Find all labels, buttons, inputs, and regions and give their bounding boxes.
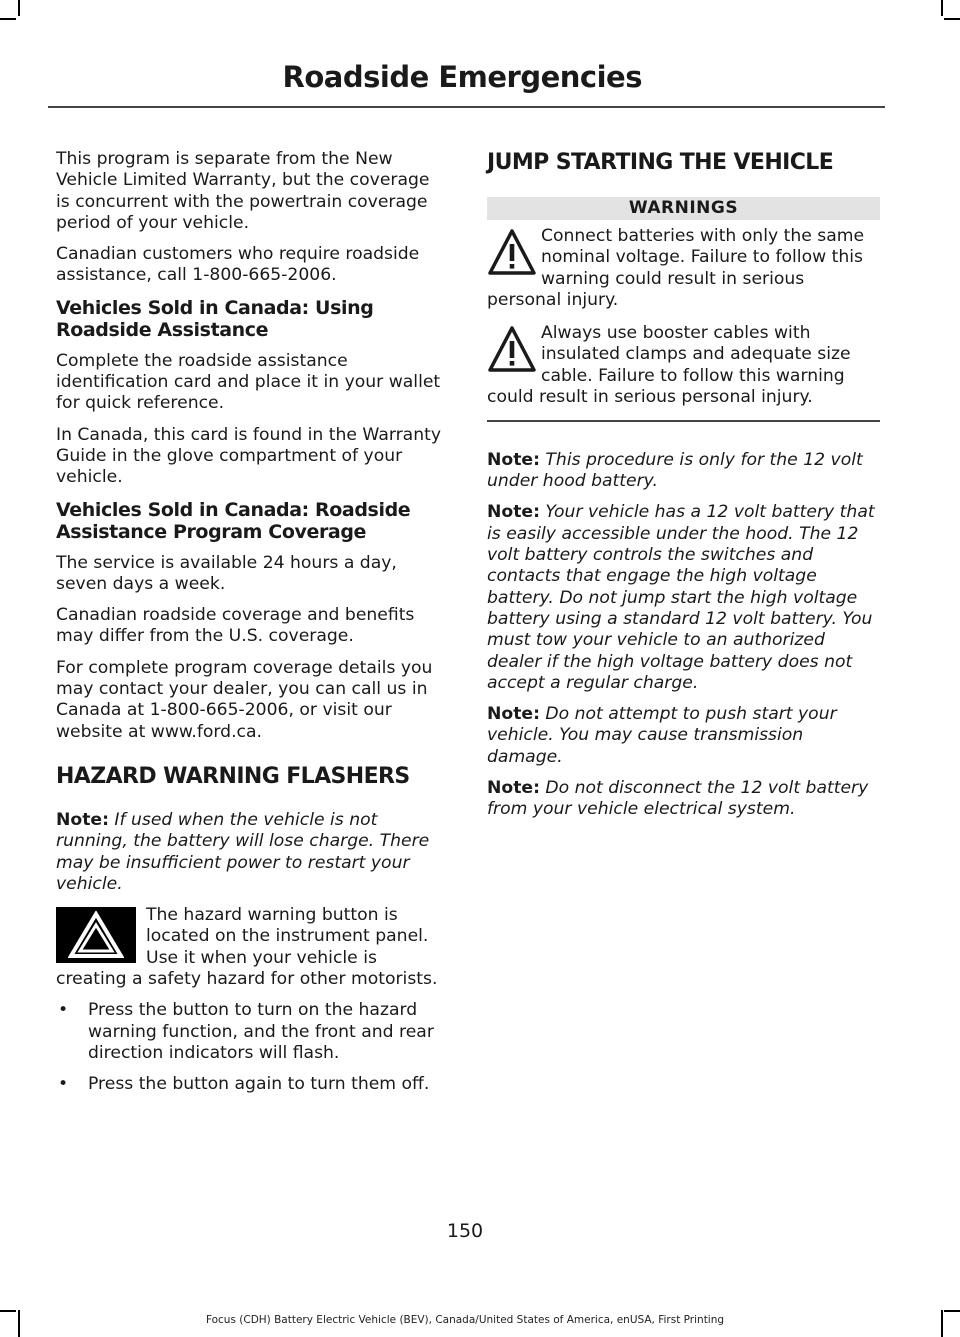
header-divider (48, 106, 885, 108)
list-item-text: Press the button again to turn them off. (88, 1074, 430, 1095)
section-heading: Vehicles Sold in Canada: Roadside Assistance Program Coverage (56, 498, 411, 543)
crop-mark (941, 1310, 943, 1337)
list-item (56, 1000, 448, 1064)
warning-triangle-icon (487, 325, 537, 375)
crop-mark (944, 18, 960, 20)
page-title: Roadside Emergencies (282, 60, 642, 94)
note (487, 502, 880, 694)
paragraph: For complete program coverage details you may contact your dealer, you can call us in Canada at 1-800-665-2006, or visit our website at www.ford.ca. (56, 657, 433, 742)
paragraph: Canadian roadside coverage and benefits may differ from the U.S. coverage. (56, 605, 415, 647)
crop-mark (18, 0, 20, 16)
hazard-text: The hazard warning button is located on the instrument panel. Use it when your vehicle is creating a safety hazard for other motorists. (56, 905, 438, 990)
warning-text: Always use booster cables with insulated clamps and adequate size cable. Failure to follow this warning could result in serious personal injury. (487, 323, 851, 408)
paragraph: Canadian customers who require roadside assistance, call 1-800-665-2006. (56, 244, 420, 286)
note (487, 704, 880, 768)
crop-mark (941, 0, 943, 16)
note-label: Note: (487, 449, 540, 470)
list-item (56, 1074, 448, 1095)
note-text: If used when the vehicle is not running, the battery will lose charge. There may be insufficient power to restart your vehicle. (56, 809, 430, 894)
warning-triangle-icon (487, 228, 537, 278)
page-number: 150 (446, 1220, 484, 1242)
note-text: Do not attempt to push start your vehicle. You may cause transmission damage. (487, 704, 837, 767)
footer-text: Focus (CDH) Battery Electric Vehicle (BEV), Canada/United States of America, enUSA, First Printing (205, 1314, 725, 1326)
section-heading: Vehicles Sold in Canada: Using Roadside Assistance (56, 296, 374, 341)
hazard-triangle-icon (68, 911, 124, 959)
hazard-button-image (56, 907, 136, 963)
crop-mark (0, 18, 16, 20)
note-label: Note: (487, 502, 540, 523)
bullet-icon: • (58, 1074, 69, 1095)
crop-mark (944, 1310, 960, 1312)
warning-item (487, 226, 880, 311)
warning-item (487, 323, 880, 408)
warning-text: Connect batteries with only the same nominal voltage. Failure to follow this warning could result in serious personal injury. (487, 226, 865, 310)
chapter-heading: JUMP STARTING THE VEHICLE (487, 150, 834, 175)
hazard-paragraph (56, 905, 448, 990)
note-text: This procedure is only for the 12 volt under hood battery. (487, 449, 863, 492)
list-item-text: Press the button to turn on the hazard warning function, and the front and rear direction indicators will flash. (88, 1000, 434, 1063)
bullet-icon: • (58, 1000, 69, 1021)
paragraph: This program is separate from the New Vehicle Limited Warranty, but the coverage is concurrent with the powertrain coverage period of your vehicle. (56, 149, 430, 233)
bullet-list (56, 1000, 448, 1095)
crop-mark (0, 1310, 16, 1312)
note (56, 810, 448, 895)
right-column (487, 149, 880, 831)
warnings-header: WARNINGS (487, 197, 880, 220)
note-text: Your vehicle has a 12 volt battery that is easily accessible under the hood. The 12 volt battery controls the switches and contacts that engage the high voltage battery. Do not jump start the high voltage battery using a standard 12 volt battery. You must tow your vehicle to an authorized dealer if the high voltage battery does not accept a regular charge. (487, 502, 875, 693)
note-label: Note: (487, 778, 540, 799)
note-label: Note: (487, 704, 540, 725)
note-label: Note: (56, 809, 109, 830)
paragraph: Complete the roadside assistance identification card and place it in your wallet for quick reference. (56, 350, 441, 414)
note-text: Do not disconnect the 12 volt battery from your vehicle electrical system. (487, 778, 869, 820)
chapter-heading: HAZARD WARNING FLASHERS (56, 763, 410, 789)
paragraph: In Canada, this card is found in the Warranty Guide in the glove compartment of your vehicle. (56, 424, 442, 488)
warnings-divider (487, 420, 880, 422)
left-column (56, 149, 448, 1106)
note (487, 778, 880, 821)
paragraph: The service is available 24 hours a day, seven days a week. (56, 552, 397, 594)
note (487, 450, 880, 493)
